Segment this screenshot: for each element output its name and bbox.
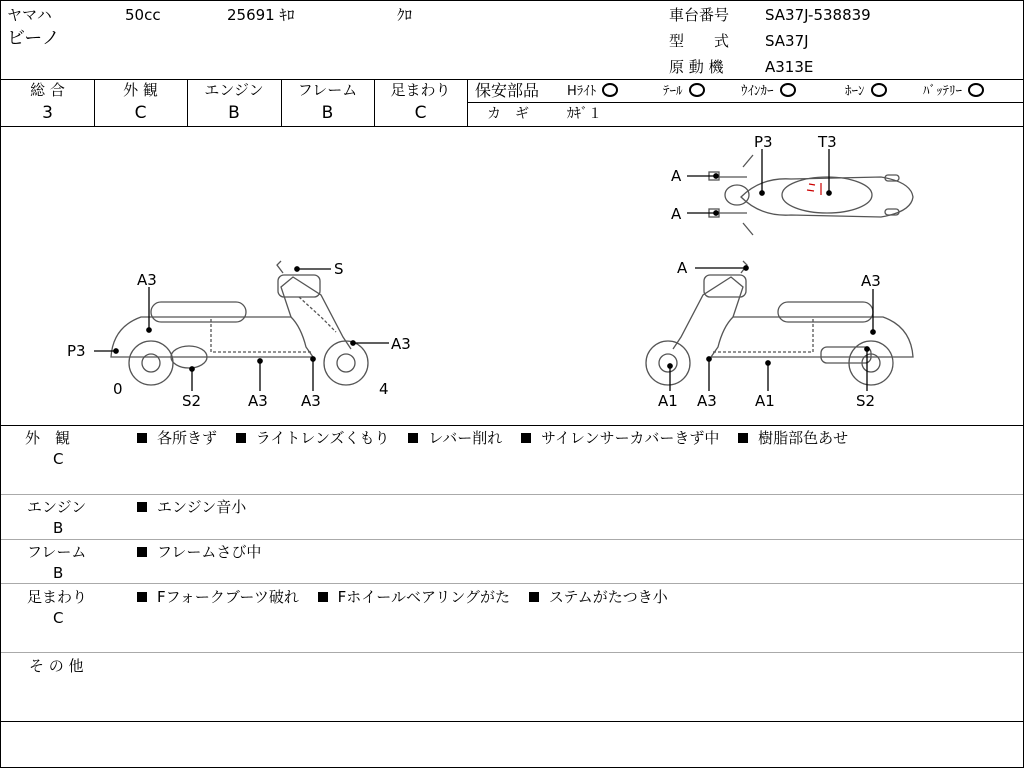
right-scooter-muffler [821,347,871,363]
safety-item-label: ﾊﾞｯﾃﾘｰ [923,84,962,99]
safety-title: 保安部品 [475,81,540,100]
remark: Fホイールベアリングがた [337,588,511,606]
damage-label: A [671,167,682,185]
section-grade-engine: B [53,519,64,537]
damage-label: A3 [861,272,881,290]
rule [1,425,1023,426]
grade-value-suspension: C [414,103,427,123]
section-title-engine: エンジン [27,498,87,516]
engine-value: A313E [765,58,814,76]
bullet-icon [137,433,147,443]
safety-item [741,83,796,101]
right-scooter-body [711,317,913,357]
remark: Fフォークブーツ破れ [157,588,299,606]
left-scooter-front-wheel [324,341,368,385]
rule [467,79,468,126]
damage-label: P3 [67,342,86,360]
grade-value-engine: B [228,103,240,123]
damage-label: A3 [391,335,411,353]
section-items-exterior [137,429,862,447]
damage-label: 0 [113,380,123,398]
remark: 各所きず [157,429,218,447]
remark: ステムがたつき小 [548,588,668,606]
right-scooter-front-wheel [646,341,690,385]
right-scooter-headlight [704,275,746,297]
rule [1,539,1023,540]
section-title-exterior: 外 観 [25,429,71,447]
section-title-frame: フレーム [27,543,87,561]
left-scooter-headlight [278,275,320,297]
safety-item-label: ｳｲﾝｶｰ [741,84,774,99]
mileage: 25691 ｷﾛ [227,6,295,24]
maker: ヤマハ [7,6,52,24]
section-items-engine [137,498,260,516]
key-label: カ ギ [487,106,529,122]
remark: フレームさび中 [157,543,262,561]
safety-item-label: Hﾗｲﾄ [567,84,597,99]
safety-item [663,83,705,101]
rule [1,79,1023,80]
right-scooter-seat [778,302,873,322]
damage-label: A [677,259,688,277]
rule [467,102,1023,103]
safety-item [567,83,618,101]
grade-label-engine: エンジン [204,81,264,99]
type-label: 型 式 [669,32,730,50]
safety-item [845,83,887,101]
bullet-icon [529,592,539,602]
bullet-icon [318,592,328,602]
left-scooter-body [111,317,313,357]
frame-no: SA37J-538839 [765,6,871,24]
ok-circle-icon [968,83,984,97]
section-title-suspension: 足まわり [27,588,88,606]
left-scooter-handle [277,261,283,273]
ok-circle-icon [602,83,618,97]
safety-item-label: ﾎｰﾝ [845,84,865,99]
damage-label: T3 [818,133,837,151]
damage-label: S2 [856,392,876,410]
left-scooter-front [281,277,351,349]
section-items-suspension [137,588,682,606]
rule [1,721,1023,722]
rule [1,494,1023,495]
section-grade-suspension: C [53,609,64,627]
damage-label: S [334,260,344,278]
left-scooter-seat [151,302,246,322]
model-name: ビーノ [7,28,60,49]
damage-label: A3 [137,271,157,289]
bullet-icon [137,502,147,512]
right-scooter-front [673,277,743,349]
damage-label: A3 [301,392,321,410]
displacement: 50cc [125,6,161,24]
engine-label: 原 動 機 [669,58,724,76]
color: ｸﾛ [397,6,413,24]
remark: 樹脂部色あせ [758,429,849,447]
grade-value-overall: 3 [42,103,53,123]
remark: エンジン音小 [157,498,247,516]
grade-label-suspension: 足まわり [390,81,451,99]
section-title-other: そ の 他 [29,657,84,675]
remark: レバー削れ [428,429,503,447]
top-scooter-body [741,177,913,217]
damage-label: A1 [755,392,775,410]
left-scooter-rear-wheel [129,341,173,385]
bullet-icon [521,433,531,443]
ok-circle-icon [780,83,796,97]
damage-label: A3 [697,392,717,410]
ok-circle-icon [689,83,705,97]
key-value: ｶｷﾞ１ [567,106,602,122]
safety-item-label: ﾃｰﾙ [663,84,683,99]
bullet-icon [236,433,246,443]
safety-item [923,83,984,101]
section-items-frame [137,543,275,561]
damage-label: S2 [182,392,202,410]
bullet-icon [137,592,147,602]
type-value: SA37J [765,32,809,50]
grade-label-frame: フレーム [297,81,358,99]
remark: サイレンサーカバーきず中 [541,429,720,447]
damage-label: A [671,205,682,223]
scooter-damage-diagram [1,127,1023,425]
grade-label-exterior: 外 観 [123,81,158,99]
rule [1,652,1023,653]
damage-label: 4 [379,380,389,398]
grade-value-frame: B [321,103,334,123]
grade-label-overall: 総 合 [30,81,65,99]
bullet-icon [408,433,418,443]
damage-label: A3 [248,392,268,410]
damage-label: A1 [658,392,678,410]
section-grade-frame: B [53,564,64,582]
grade-value-exterior: C [134,103,147,123]
rule [1,583,1023,584]
top-scooter-headlight [725,185,749,205]
section-grade-exterior: C [53,450,64,468]
remark: ライトレンズくもり [255,429,390,447]
ok-circle-icon [871,83,887,97]
bullet-icon [137,547,147,557]
frame-no-label: 車台番号 [669,6,730,24]
damage-label: P3 [754,133,773,151]
bullet-icon [738,433,748,443]
